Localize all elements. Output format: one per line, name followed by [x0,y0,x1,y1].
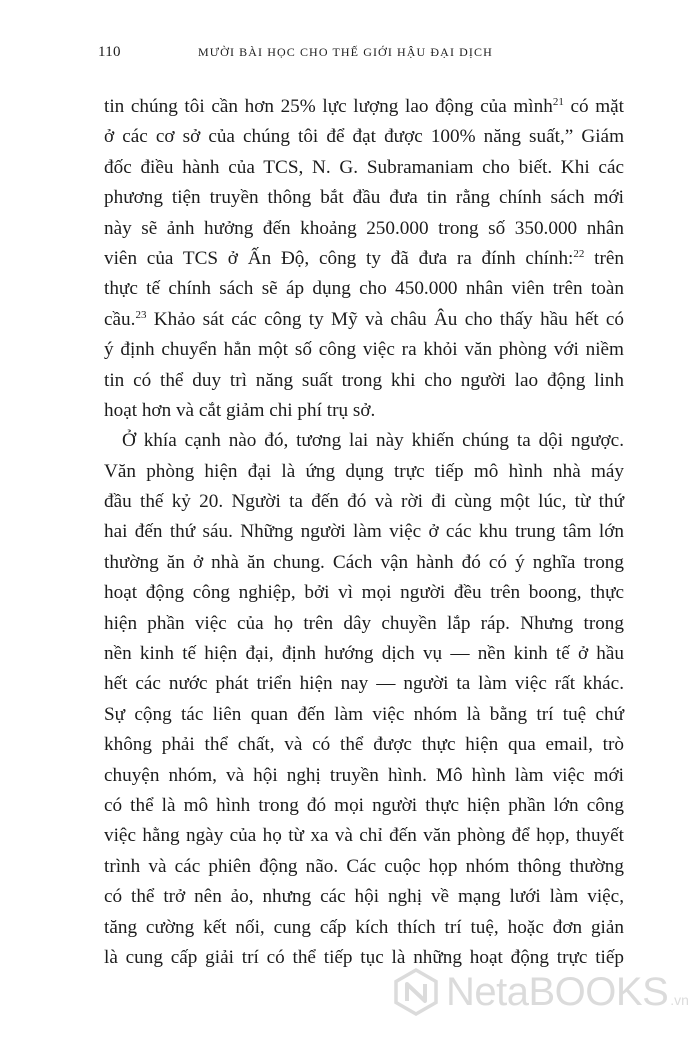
text-line: Sự cộng tác liên quan đến làm việc nhóm là bằng trí tuệ chứ [104,703,624,725]
text-line: Ở khía cạnh nào đó, tương lai này khiến chúng ta dội ngược. [122,430,624,452]
text-line: đốc điều hành của TCS, N. G. Subramaniam cho biết. Khi các [104,156,624,178]
text-line: thường ăn ở nhà ăn chung. Cách vận hành đó có ý nghĩa trong [104,551,624,573]
text-line: nền kinh tế hiện đại, định hướng dịch vụ — nền kinh tế ở hầu [104,643,624,665]
footnote-ref-22[interactable]: 22 [573,247,585,260]
text-line: thực tế chính sách sẽ áp dụng cho 450.000 nhân viên trên toàn [104,278,624,300]
footnote-ref-23[interactable]: 23 [135,308,147,321]
text-line: cầu.$^{23}$ Khảo sát các công ty Mỹ và châu Âu cho thấy hầu hết có [104,308,624,330]
text-line: là cung cấp giải trí có thể tiếp tục là những hoạt động trực tiếp [104,946,624,968]
text-line: này sẽ ảnh hưởng đến khoảng 250.000 trong số 350.000 nhân [104,217,624,239]
text-line: không phải thể chất, và có thể được thực hiện qua email, trò [104,734,624,756]
text-line: viên của TCS ở Ấn Độ, công ty đã đưa ra đính chính:$^{22}$ trên [104,247,624,269]
netabooks-logo-icon [392,968,440,1016]
text-line: hoạt hơn và cắt giảm chi phí trụ sở. [104,399,376,421]
footnote-ref-21[interactable]: 21 [552,96,564,108]
watermark-suffix: .vn [670,992,689,1008]
text-line: Văn phòng hiện đại là ứng dụng trực tiếp mô hình nhà máy [104,460,624,482]
text-line: trình và các phiên động não. Các cuộc họp nhóm thông thường [104,855,624,877]
body-text [104,92,624,973]
text-line: hiện phần việc của họ trên dây chuyền lắp ráp. Nhưng trong [104,612,624,634]
text-line: hai đến thứ sáu. Những người làm việc ở các khu trung tâm lớn [104,521,624,543]
text-line: việc hằng ngày của họ từ xa và chỉ đến văn phòng để họp, thuyết [104,825,624,847]
text-line: tăng cường kết nối, cung cấp kích thích trí tuệ, hoặc đơn giản [104,916,624,938]
text-line: có thể là mô hình trong đó mọi người thực hiện phần lớn công [104,794,624,816]
text-line: tin chúng tôi cần hơn 25% lực lượng lao động của mình$^{21}$ có mặt [104,96,624,117]
running-title: MƯỜI BÀI HỌC CHO THẾ GIỚI HẬU ĐẠI DỊCH [198,45,493,59]
page-header [98,44,640,64]
page-number: 110 [98,44,121,60]
text-line: hết các nước phát triển hiện nay — người ta làm việc rất khác. [104,673,624,695]
text-line: hoạt động công nghiệp, bởi vì mọi người đều trên boong, thực [104,582,624,604]
text-line: ý định chuyển hẳn một số công việc ra khỏi văn phòng với niềm [104,339,624,361]
paragraph-1 [104,92,624,426]
watermark [392,964,689,1020]
text-line: ở các cơ sở của chúng tôi để đạt được 100% năng suất,” Giám [104,126,624,148]
text-line: phương tiện truyền thông bắt đầu đưa tin rằng chính sách mới [104,187,624,209]
text-line: đầu thế kỷ 20. Người ta đến đó và rời đi cùng một lúc, từ thứ [104,491,624,513]
paragraph-2 [104,426,624,973]
text-line: có thể trở nên ảo, nhưng các hội nghị về mạng lưới làm việc, [104,886,624,908]
text-line: tin có thể duy trì năng suất trong khi cho người lao động linh [104,369,624,391]
watermark-brand: NetaBOOKS [446,970,669,1014]
text-line: chuyện nhóm, và hội nghị truyền hình. Mô hình làm việc mới [104,764,624,786]
